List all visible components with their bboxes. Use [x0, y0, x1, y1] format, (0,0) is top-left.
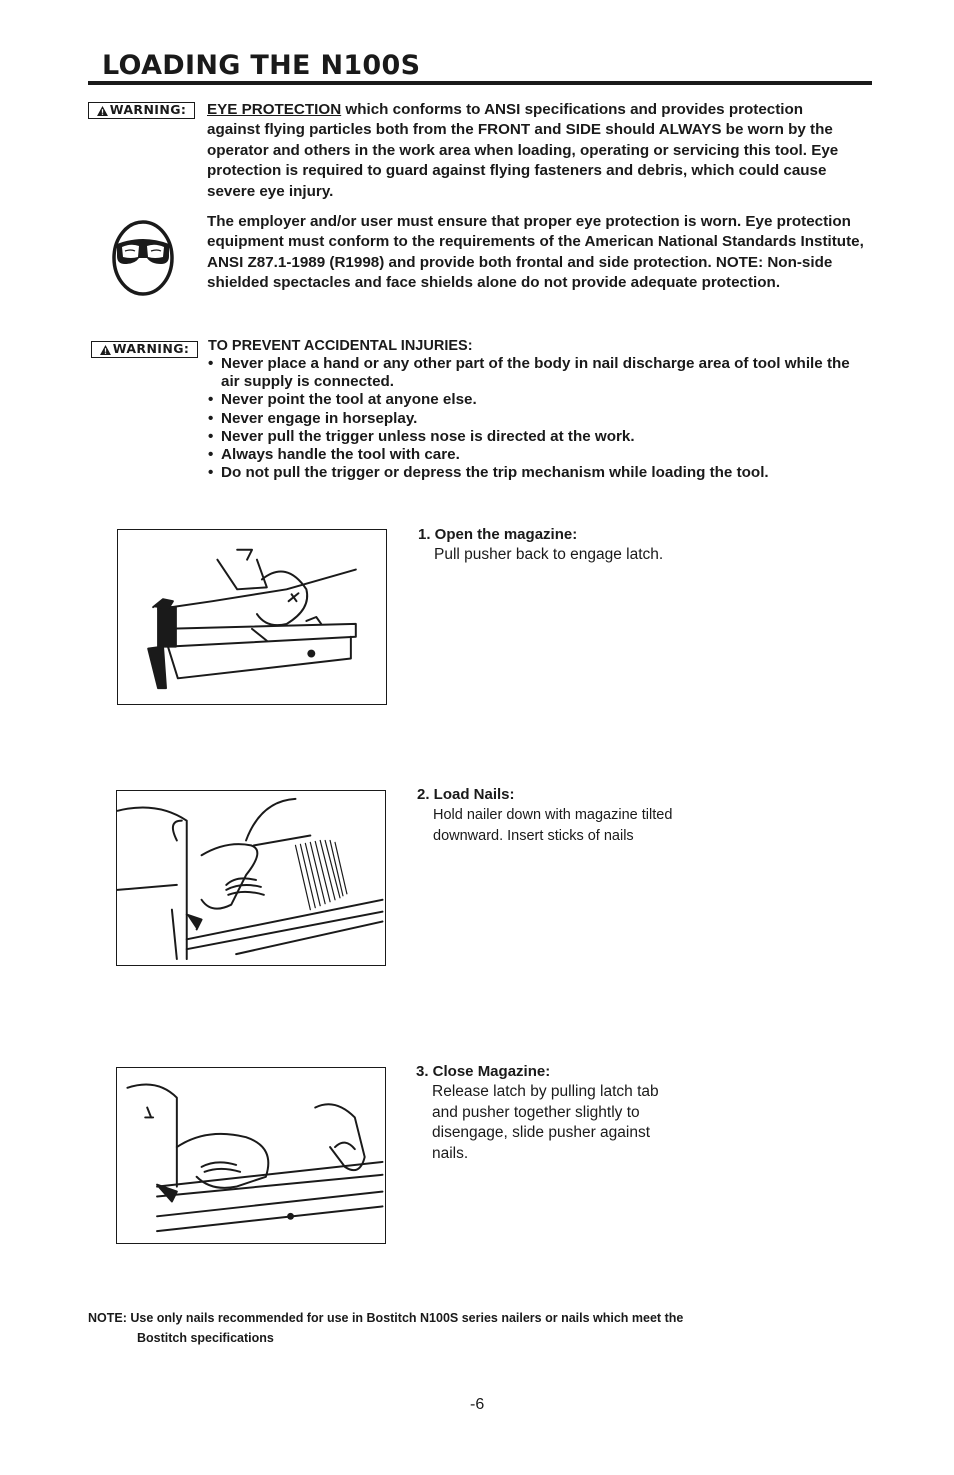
- figure-load-nails: [116, 790, 386, 966]
- page-title: LOADING THE N100S: [102, 50, 421, 81]
- list-item: • Never point the tool at anyone else.: [208, 391, 868, 409]
- warning-badge-label: WARNING:: [109, 102, 187, 118]
- warning-badge-label: WARNING:: [112, 341, 190, 357]
- figure-open-magazine: [117, 529, 387, 705]
- injury-warning-list: [208, 355, 868, 482]
- nail-note-line: Bostitch specifications: [137, 1331, 274, 1345]
- step-1: [418, 525, 838, 566]
- eye-protection-paragraph: [207, 100, 847, 202]
- step-description-line: nails.: [432, 1144, 469, 1162]
- warning-triangle-icon: [100, 345, 111, 355]
- safety-goggles-icon: [111, 218, 175, 296]
- step-title: 3. Close Magazine:: [416, 1063, 551, 1080]
- step-description-line: disengage, slide pusher against: [432, 1124, 651, 1141]
- step-description: Pull pusher back to engage latch.: [434, 546, 664, 563]
- title-rule: [88, 81, 872, 85]
- injury-warning-block: [208, 338, 868, 482]
- nail-note-line: NOTE: Use only nails recommended for use in Bostitch N100S series nailers or nails which meet the: [88, 1311, 684, 1325]
- page-number: -6: [470, 1396, 485, 1413]
- eye-protection-requirements: The employer and/or user must ensure that proper eye protection is worn. Eye protection equipment must conform to the requirements of the American National Standards Institute, ANSI Z87.1-1989 (R1998) and provide both frontal and side protection. NOTE: Non-side shielded spectacles and face shields alone do not provide adequate protection.: [207, 213, 864, 292]
- warning-badge-eye: [88, 102, 195, 119]
- step-title: 2. Load Nails:: [417, 786, 515, 803]
- step-description-line: and pusher together slightly to: [432, 1103, 640, 1121]
- step-description-line: downward. Insert sticks of nails: [433, 827, 634, 844]
- step-3: [416, 1062, 836, 1164]
- step-title: 1. Open the magazine:: [418, 526, 578, 543]
- warning-triangle-icon: [97, 106, 108, 116]
- list-item: • Always handle the tool with care.: [208, 446, 868, 464]
- warning-badge-injuries: [91, 341, 198, 358]
- eye-protection-subject: EYE PROTECTION: [207, 101, 342, 118]
- step-2: [417, 785, 837, 846]
- injury-warning-heading: TO PREVENT ACCIDENTAL INJURIES:: [208, 338, 473, 354]
- step-description-line: Hold nailer down with magazine tilted: [433, 807, 673, 823]
- list-item: • Never pull the trigger unless nose is directed at the work.: [208, 428, 868, 446]
- list-item: • Never engage in horseplay.: [208, 410, 868, 428]
- list-item: • Never place a hand or any other part of the body in nail discharge area of tool while the air supply is connected.: [208, 355, 868, 391]
- eye-protection-text: which conforms to ANSI specifications and provides protection against flying particles both from the FRONT and SIDE should ALWAYS be worn by the operator and others in the work area when loading, operating or servicing this tool. Eye protection is required to guard against flying fasteners and debris, which could cause severe eye injury.: [207, 101, 839, 200]
- step-description-line: Release latch by pulling latch tab: [432, 1083, 659, 1100]
- list-item: • Do not pull the trigger or depress the trip mechanism while loading the tool.: [208, 464, 868, 482]
- figure-close-magazine: [116, 1067, 386, 1244]
- nail-note: [88, 1308, 888, 1348]
